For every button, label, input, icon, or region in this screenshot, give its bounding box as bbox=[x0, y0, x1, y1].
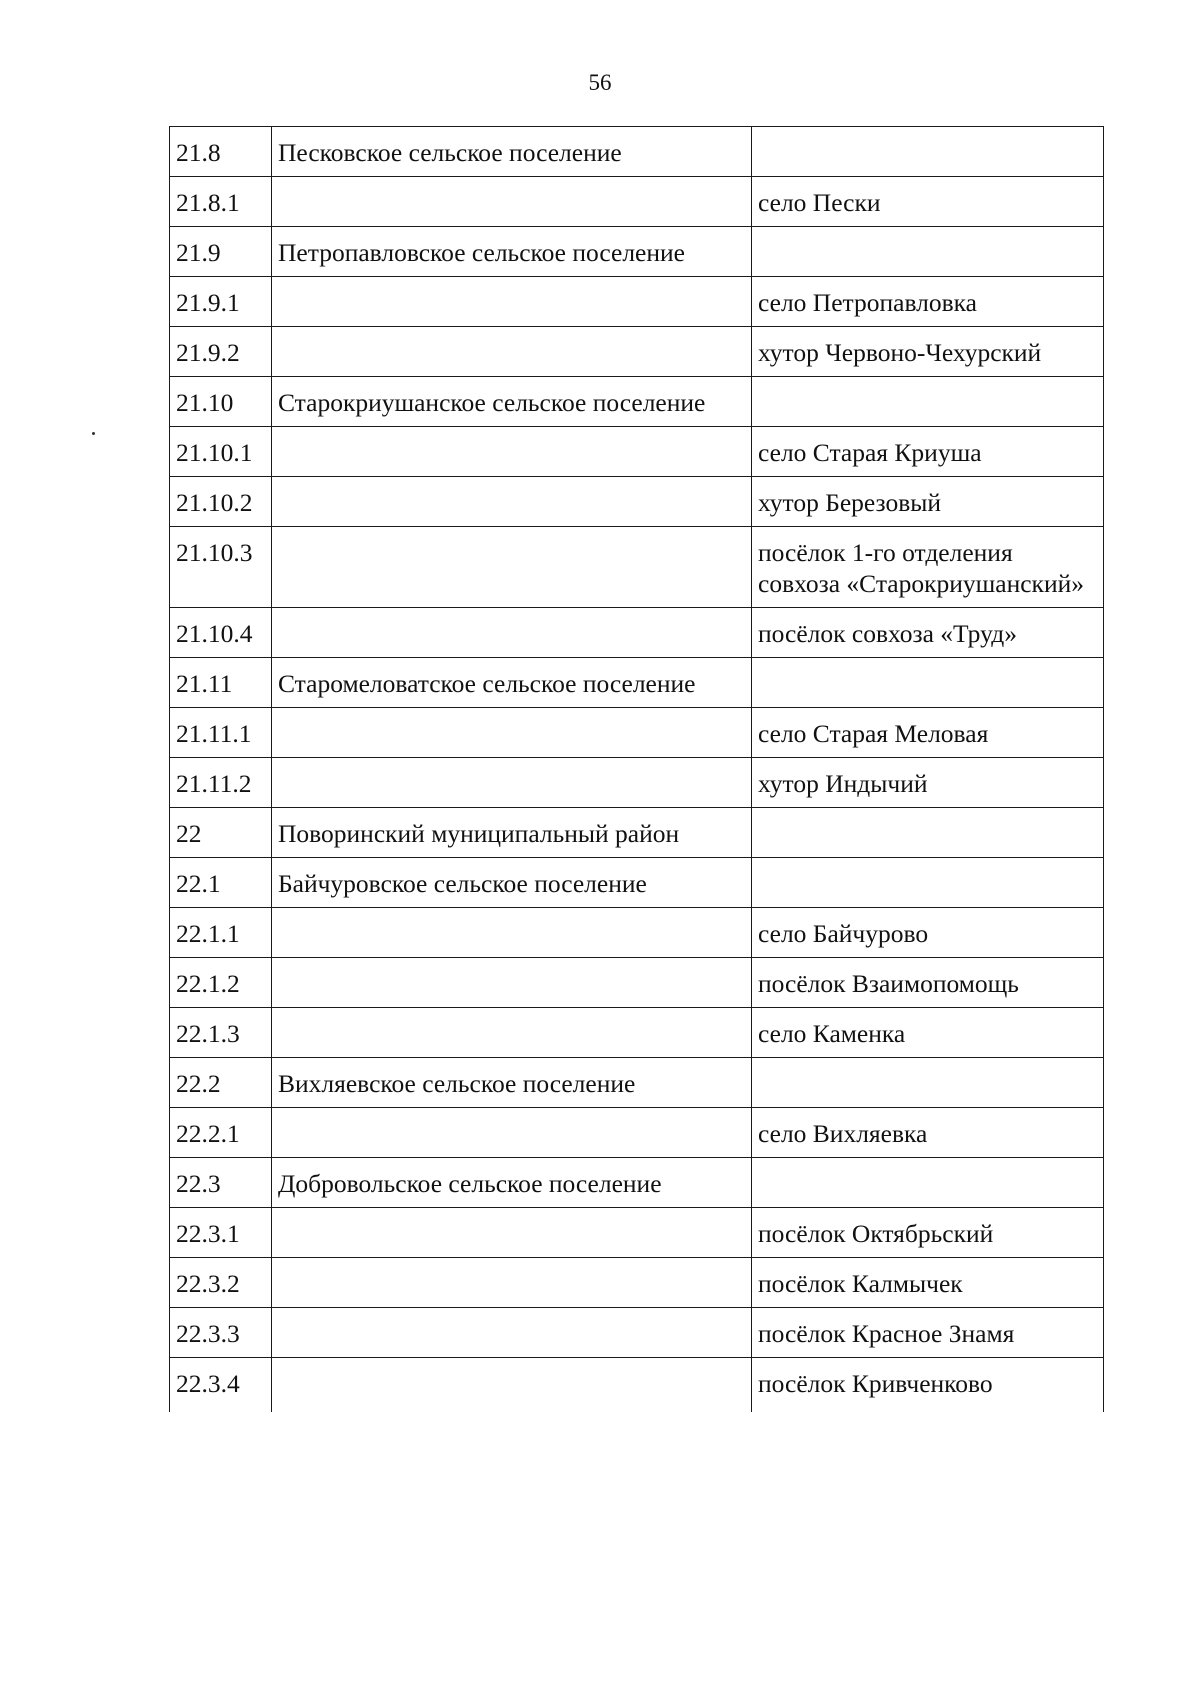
locality-name-cell: посёлок 1-го отделения совхоза «Старокриушанский» bbox=[752, 527, 1104, 608]
settlement-name-cell bbox=[272, 527, 752, 608]
settlement-name-cell: Вихляевское сельское поселение bbox=[272, 1058, 752, 1108]
settlement-name-cell: Старомеловатское сельское поселение bbox=[272, 658, 752, 708]
locality-name-cell: село Вихляевка bbox=[752, 1108, 1104, 1158]
locality-name-cell: село Старая Криуша bbox=[752, 427, 1104, 477]
settlement-name-cell bbox=[272, 908, 752, 958]
row-number-cell: 22.2 bbox=[170, 1058, 272, 1108]
row-number-cell: 21.11.2 bbox=[170, 758, 272, 808]
row-number-cell: 22.1 bbox=[170, 858, 272, 908]
table-row bbox=[170, 1008, 1104, 1058]
row-number-cell: 21.10.2 bbox=[170, 477, 272, 527]
row-number-cell: 21.8 bbox=[170, 127, 272, 177]
row-number-cell: 21.9 bbox=[170, 227, 272, 277]
row-number-cell: 22.3.1 bbox=[170, 1208, 272, 1258]
table-row bbox=[170, 658, 1104, 708]
table-row bbox=[170, 908, 1104, 958]
table-row bbox=[170, 277, 1104, 327]
row-number-cell: 22.3.3 bbox=[170, 1308, 272, 1358]
settlement-name-cell: Песковское сельское поселение bbox=[272, 127, 752, 177]
settlement-name-cell bbox=[272, 277, 752, 327]
locality-name-cell: село Старая Меловая bbox=[752, 708, 1104, 758]
locality-name-cell: хутор Индычий bbox=[752, 758, 1104, 808]
row-number-cell: 22.3 bbox=[170, 1158, 272, 1208]
table-row bbox=[170, 477, 1104, 527]
settlement-name-cell: Старокриушанское сельское поселение bbox=[272, 377, 752, 427]
table-row bbox=[170, 1258, 1104, 1308]
settlement-name-cell: Поворинский муниципальный район bbox=[272, 808, 752, 858]
settlement-name-cell bbox=[272, 427, 752, 477]
settlement-name-cell bbox=[272, 327, 752, 377]
locality-name-cell bbox=[752, 377, 1104, 427]
row-number-cell: 21.10 bbox=[170, 377, 272, 427]
table-row bbox=[170, 427, 1104, 477]
table-row bbox=[170, 958, 1104, 1008]
table-row bbox=[170, 608, 1104, 658]
locality-name-cell: посёлок Кривченково bbox=[752, 1358, 1104, 1412]
table-row bbox=[170, 1058, 1104, 1108]
row-number-cell: 22.1.3 bbox=[170, 1008, 272, 1058]
table-row bbox=[170, 227, 1104, 277]
table-row bbox=[170, 758, 1104, 808]
settlement-name-cell bbox=[272, 1108, 752, 1158]
settlement-name-cell bbox=[272, 758, 752, 808]
table-row bbox=[170, 127, 1104, 177]
row-number-cell: 22.3.4 bbox=[170, 1358, 272, 1412]
locality-name-cell: село Каменка bbox=[752, 1008, 1104, 1058]
locality-name-cell bbox=[752, 808, 1104, 858]
settlement-name-cell bbox=[272, 1358, 752, 1412]
locality-name-cell: посёлок Взаимопомощь bbox=[752, 958, 1104, 1008]
locality-name-cell bbox=[752, 127, 1104, 177]
table-row bbox=[170, 377, 1104, 427]
table-row bbox=[170, 327, 1104, 377]
row-number-cell: 21.10.3 bbox=[170, 527, 272, 608]
row-number-cell: 22 bbox=[170, 808, 272, 858]
settlement-name-cell: Петропавловское сельское поселение bbox=[272, 227, 752, 277]
table-row bbox=[170, 527, 1104, 608]
locality-name-cell: посёлок совхоза «Труд» bbox=[752, 608, 1104, 658]
table-row bbox=[170, 1358, 1104, 1412]
table-row bbox=[170, 1158, 1104, 1208]
settlement-name-cell bbox=[272, 1008, 752, 1058]
row-number-cell: 22.2.1 bbox=[170, 1108, 272, 1158]
row-number-cell: 21.10.4 bbox=[170, 608, 272, 658]
row-number-cell: 22.1.2 bbox=[170, 958, 272, 1008]
locality-name-cell: посёлок Калмычек bbox=[752, 1258, 1104, 1308]
row-number-cell: 21.11.1 bbox=[170, 708, 272, 758]
table-body bbox=[170, 127, 1104, 1412]
locality-name-cell bbox=[752, 658, 1104, 708]
settlement-name-cell bbox=[272, 1308, 752, 1358]
settlement-name-cell bbox=[272, 177, 752, 227]
table-row bbox=[170, 708, 1104, 758]
page-number: 56 bbox=[588, 70, 612, 95]
settlement-name-cell bbox=[272, 477, 752, 527]
row-number-cell: 21.8.1 bbox=[170, 177, 272, 227]
locality-name-cell: посёлок Красное Знамя bbox=[752, 1308, 1104, 1358]
settlement-name-cell: Добровольское сельское поселение bbox=[272, 1158, 752, 1208]
row-number-cell: 21.9.2 bbox=[170, 327, 272, 377]
settlement-name-cell bbox=[272, 1258, 752, 1308]
row-number-cell: 22.3.2 bbox=[170, 1258, 272, 1308]
settlement-name-cell bbox=[272, 1208, 752, 1258]
row-number-cell: 22.1.1 bbox=[170, 908, 272, 958]
table-row bbox=[170, 1208, 1104, 1258]
locality-name-cell: посёлок Октябрьский bbox=[752, 1208, 1104, 1258]
settlement-table bbox=[169, 126, 1104, 1412]
locality-name-cell: хутор Червоно-Чехурский bbox=[752, 327, 1104, 377]
locality-name-cell: село Петропавловка bbox=[752, 277, 1104, 327]
locality-name-cell bbox=[752, 227, 1104, 277]
table-row bbox=[170, 1308, 1104, 1358]
settlement-name-cell bbox=[272, 958, 752, 1008]
settlement-name-cell: Байчуровское сельское поселение bbox=[272, 858, 752, 908]
locality-name-cell bbox=[752, 1058, 1104, 1108]
table-row bbox=[170, 858, 1104, 908]
locality-name-cell bbox=[752, 858, 1104, 908]
locality-name-cell: хутор Березовый bbox=[752, 477, 1104, 527]
row-number-cell: 21.10.1 bbox=[170, 427, 272, 477]
row-number-cell: 21.9.1 bbox=[170, 277, 272, 327]
table-row bbox=[170, 1108, 1104, 1158]
row-number-cell: 21.11 bbox=[170, 658, 272, 708]
settlement-name-cell bbox=[272, 708, 752, 758]
table-row bbox=[170, 177, 1104, 227]
locality-name-cell: село Байчурово bbox=[752, 908, 1104, 958]
scan-speck bbox=[92, 432, 95, 435]
locality-name-cell bbox=[752, 1158, 1104, 1208]
settlement-name-cell bbox=[272, 608, 752, 658]
locality-name-cell: село Пески bbox=[752, 177, 1104, 227]
table-row bbox=[170, 808, 1104, 858]
